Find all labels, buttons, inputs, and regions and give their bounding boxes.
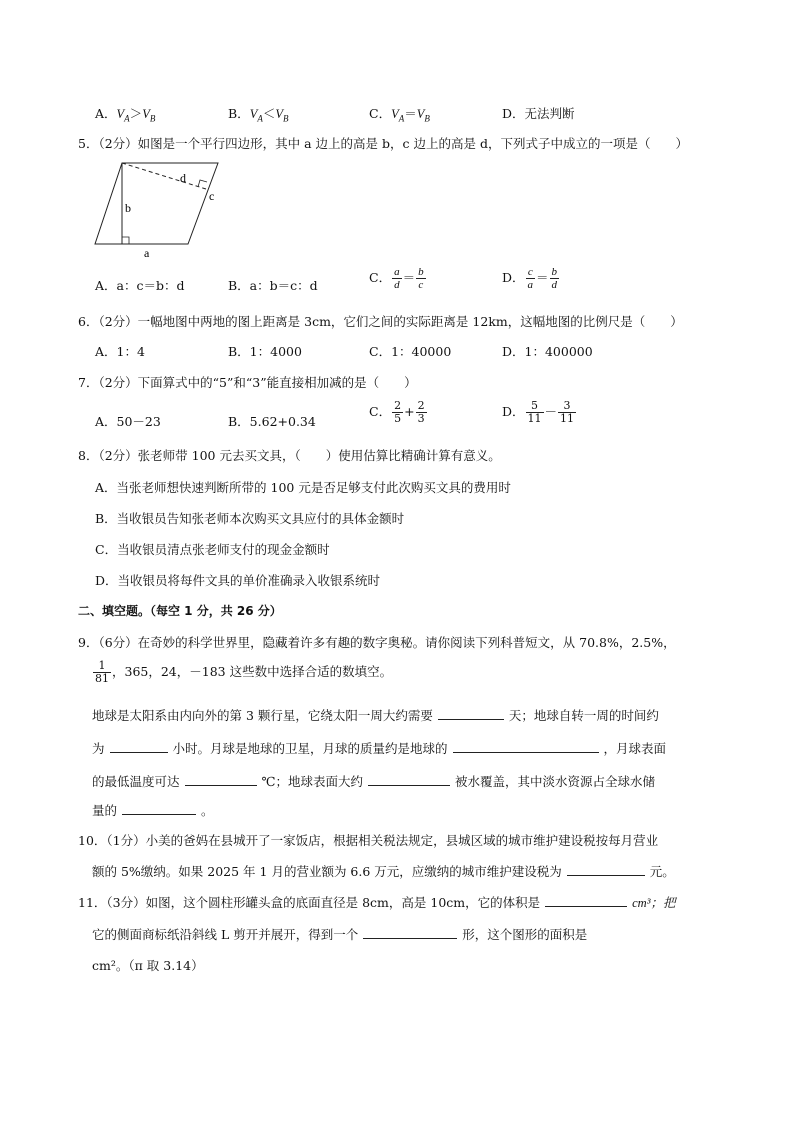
q4-option-b: B．$V_A<V_B$	[228, 106, 289, 124]
q8-option-a: A．当张老师想快速判断所带的 100 元是否足够支付此次购买文具的费用时	[95, 480, 511, 495]
q5-stem: 5．（2分）如图是一个平行四边形，其中 a 边上的高是 b，c 边上的高是 d，下列式子中成立的一项是（ ）	[78, 136, 688, 151]
q6-stem: 6．（2分）一幅地图中两地的图上距离是 3cm，它们之间的实际距离是 12km，这幅地图的比例尺是（ ）	[78, 314, 683, 329]
q8-option-b: B．当收银员告知张老师本次购买文具应付的具体金额时	[95, 511, 405, 526]
q4-option-a: A．$V_A>V_B$	[95, 106, 156, 124]
q8-stem: 8．（2分）张老师带 100 元去买文具，（ ）使用估算比精确计算有意义。	[78, 448, 501, 463]
fraction-1-81: $\frac{1}{81}$	[95, 659, 109, 685]
section-2-title: 二、填空题。（每空 1 分，共 26 分）	[78, 604, 282, 618]
blank-hours[interactable]	[110, 739, 168, 753]
height-d	[122, 163, 206, 189]
blank-tax[interactable]	[567, 862, 645, 876]
q7-option-c: C． $\frac{2}{5}$ + $\frac{2}{3}$	[369, 399, 425, 425]
label-b: b	[125, 201, 131, 215]
q7-option-b: B．5.62+0.34	[228, 414, 316, 429]
q9-line-1: 9．（6分）在奇妙的科学世界里，隐藏着许多有趣的数字奥秘。请你阅读下列科普短文，从 70.8%，2.5%，	[78, 635, 676, 650]
q4-option-d: D．无法判断	[502, 106, 575, 121]
q5-option-d: D． $\frac{c}{a}$ ＝ $\frac{b}{d}$	[502, 266, 558, 291]
q9-line-2: $\frac{1}{81}$ ，365，24，－183 这些数中选择合适的数填空。	[95, 659, 393, 685]
parallelogram-shape	[95, 163, 218, 244]
q7-option-d: D． $\frac{5}{11}$ － $\frac{3}{11}$	[502, 399, 575, 425]
q6-option-d: D．1：400000	[502, 344, 593, 359]
q5-option-a: A．a：c＝b：d	[95, 278, 185, 293]
q9-para-line-3: 的最低温度可达 ℃；地球表面大约 被水覆盖，其中淡水资源占全球水储	[92, 774, 656, 789]
q7-stem: 7．（2分）下面算式中的“5”和“3”能直接相加减的是（ ）	[78, 375, 417, 390]
q11-line-3: cm²。（π 取 3.14）	[92, 958, 204, 973]
q11-line-1: 11．（3分）如图，这个圆柱形罐头盒的底面直径是 8cm，高是 10cm，它的体积是 cm³；把	[78, 895, 676, 910]
q6-option-c: C．1：40000	[369, 344, 452, 359]
q7-option-a: A．50－23	[95, 414, 161, 429]
blank-water-coverage[interactable]	[368, 772, 450, 786]
q8-option-c: C．当收银员清点张老师支付的现金金额时	[95, 542, 330, 557]
label-a: a	[144, 246, 150, 260]
blank-days[interactable]	[438, 706, 504, 720]
q5-option-b: B．a：b＝c：d	[228, 278, 318, 293]
q8-option-d: D．当收银员将每件文具的单价准确录入收银系统时	[95, 573, 381, 588]
q10-line-1: 10．（1分）小美的爸妈在县城开了一家饭店，根据相关税法规定，县城区域的城市维护建设税按每月营业	[78, 833, 659, 848]
q4-option-c: C．$V_A=V_B$	[369, 106, 430, 124]
q5-option-c: C． $\frac{a}{d}$ ＝ $\frac{b}{c}$	[369, 266, 424, 291]
q6-option-a: A．1：4	[95, 344, 145, 359]
blank-volume[interactable]	[545, 893, 627, 907]
blank-temperature[interactable]	[185, 772, 257, 786]
blank-moon-mass[interactable]	[453, 739, 599, 753]
blank-freshwater[interactable]	[122, 801, 196, 815]
q10-line-2: 额的 5%缴纳。如果 2025 年 1 月的营业额为 6.6 万元，应缴纳的城市维护建设税为 元。	[92, 864, 675, 879]
q11-line-2: 它的侧面商标纸沿斜线 L 剪开并展开，得到一个 形，这个图形的面积是	[92, 927, 588, 942]
q6-option-b: B．1：4000	[228, 344, 302, 359]
label-d: d	[180, 171, 186, 185]
parallelogram-figure	[92, 160, 222, 260]
q9-para-line-2: 为 小时。月球是地球的卫星，月球的质量约是地球的 ，月球表面	[92, 741, 667, 756]
q9-para-line-1: 地球是太阳系由内向外的第 3 颗行星，它绕太阳一周大约需要 天；地球自转一周的时间约	[92, 708, 659, 723]
label-c: c	[209, 189, 215, 203]
right-angle-mark-b	[122, 237, 129, 244]
right-angle-mark-d	[198, 180, 207, 187]
q9-para-line-4: 量的 。	[92, 803, 214, 818]
blank-shape[interactable]	[363, 925, 457, 939]
